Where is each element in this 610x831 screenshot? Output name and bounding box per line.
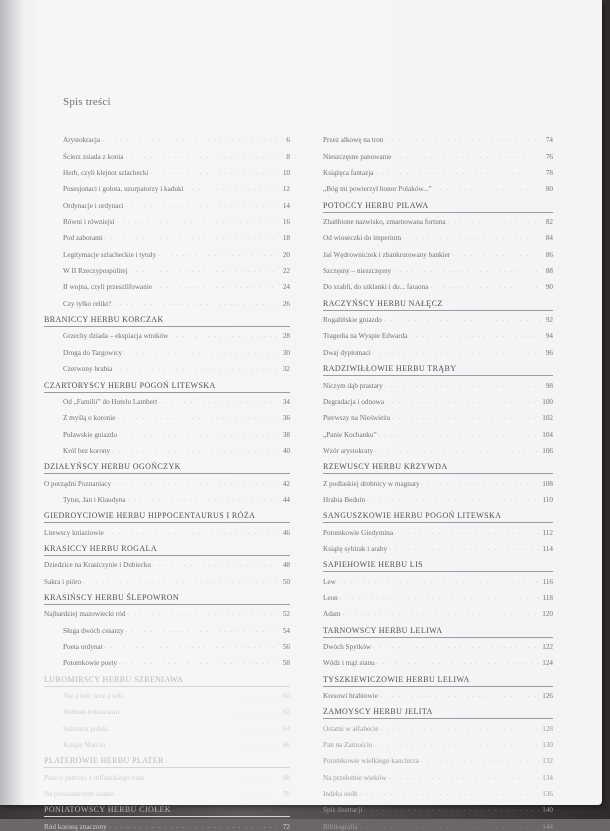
toc-entry[interactable] bbox=[323, 749, 553, 765]
toc-entry[interactable] bbox=[323, 340, 553, 356]
toc-page-number: 24 bbox=[282, 283, 290, 292]
dot-leader bbox=[422, 480, 540, 488]
toc-page-number: 10 bbox=[282, 169, 290, 178]
toc-entry-title: Nie z roli, lecz z soli bbox=[63, 692, 123, 701]
dot-leader bbox=[153, 561, 277, 569]
toc-page-number: 88 bbox=[545, 267, 553, 276]
toc-entry-title: Hrabia Beduin bbox=[323, 495, 366, 504]
toc-page-number: 6 bbox=[286, 136, 290, 145]
toc-page-number: 136 bbox=[542, 790, 553, 799]
toc-entry-title: Pod zaborami bbox=[63, 234, 103, 243]
dot-leader bbox=[421, 757, 540, 765]
toc-entry[interactable] bbox=[323, 161, 553, 177]
toc-entry-title: Potomkowie poety bbox=[63, 659, 118, 668]
dot-leader bbox=[128, 496, 277, 504]
toc-page-number: 144 bbox=[542, 822, 553, 831]
toc-entry-title: Lew bbox=[323, 577, 336, 586]
toc-page-number: 32 bbox=[282, 365, 290, 374]
toc-entry[interactable] bbox=[44, 128, 290, 144]
toc-section-heading: SANGUSZKOWIE HERBU POGOŃ LITEWSKA bbox=[323, 504, 553, 520]
toc-entry[interactable] bbox=[44, 733, 290, 749]
toc-page-number: 28 bbox=[282, 332, 290, 341]
toc-entry-title: Jaś Wędrowniczek i zbankrutowany bankier bbox=[323, 250, 451, 259]
toc-page-number: 140 bbox=[542, 806, 553, 815]
toc-entry-title: Arystokracja bbox=[63, 136, 101, 145]
dot-leader bbox=[385, 136, 540, 144]
toc-page-number: 102 bbox=[542, 414, 553, 423]
dot-leader bbox=[379, 431, 540, 439]
toc-page-number: 44 bbox=[282, 495, 290, 504]
toc-entry[interactable] bbox=[323, 226, 553, 242]
toc-entry[interactable] bbox=[44, 569, 290, 585]
toc-left-column bbox=[44, 128, 290, 831]
dot-leader bbox=[159, 398, 277, 406]
dot-leader bbox=[360, 790, 540, 798]
toc-entry-title: Od „Familii” do Hotelu Lambert bbox=[63, 397, 158, 406]
dot-leader bbox=[452, 251, 540, 259]
dot-leader bbox=[360, 823, 540, 831]
dot-leader bbox=[124, 692, 277, 700]
toc-section-heading: KRASIŃSCY HERBU ŚLEPOWRON bbox=[44, 586, 290, 602]
toc-page-number: 26 bbox=[282, 299, 290, 308]
dot-leader bbox=[119, 431, 277, 439]
toc-entry-title: Nieszczęsne panowanie bbox=[323, 152, 392, 161]
toc-page-number: 112 bbox=[542, 528, 553, 537]
toc-entry-title: Pierwszy na Nieświeżu bbox=[323, 414, 391, 423]
dot-leader bbox=[343, 610, 540, 618]
dot-leader bbox=[121, 708, 277, 716]
toc-entry[interactable] bbox=[44, 700, 290, 716]
toc-entry-title: Ścierz zsiada z konia bbox=[63, 152, 124, 161]
toc-entry[interactable] bbox=[323, 586, 553, 602]
toc-entry[interactable] bbox=[44, 210, 290, 226]
dot-leader bbox=[124, 349, 277, 357]
toc-entry-title: Ród koroną znaczony bbox=[44, 822, 107, 831]
toc-entry-title: Rogalińskie gniazdo bbox=[323, 316, 382, 325]
toc-entry-title: Niczym dąb prastary bbox=[323, 381, 383, 390]
toc-page-number: 92 bbox=[545, 316, 553, 325]
toc-page-number: 66 bbox=[282, 741, 290, 750]
dot-leader bbox=[113, 480, 277, 488]
dot-leader bbox=[375, 169, 540, 177]
toc-entry-title: Sługa dwóch cesarzy bbox=[63, 626, 124, 635]
dot-leader bbox=[150, 169, 277, 177]
toc-entry[interactable] bbox=[44, 177, 290, 193]
dot-leader bbox=[389, 545, 540, 553]
dot-leader bbox=[403, 234, 540, 242]
toc-entry-title: O porządni Poznaniacy bbox=[44, 479, 112, 488]
toc-page-number: 58 bbox=[282, 659, 290, 668]
dot-leader bbox=[118, 414, 278, 422]
toc-section-heading: ZAMOYSCY HERBU JELITA bbox=[323, 700, 553, 716]
toc-page-number: 94 bbox=[545, 332, 553, 341]
toc-entry-title: Zhańbione nazwisko, zmarnowana fortuna bbox=[323, 218, 446, 227]
dot-leader bbox=[386, 398, 540, 406]
toc-entry-title: Tytus, Jan i Klaudyna bbox=[63, 495, 126, 504]
toc-entry-title: Spis ilustracji bbox=[323, 806, 363, 815]
toc-entry-title: Książę sybirak i araby bbox=[323, 544, 388, 553]
toc-section-heading: CZARTORYSCY HERBU POGOŃ LITEWSKA bbox=[44, 373, 290, 389]
dot-leader bbox=[373, 643, 540, 651]
toc-section-heading: TARNOWSCY HERBU LELIWA bbox=[323, 618, 553, 634]
toc-page-number: 82 bbox=[545, 218, 553, 227]
toc-entry[interactable] bbox=[44, 488, 290, 504]
toc-page-number: 36 bbox=[282, 414, 290, 423]
dot-leader bbox=[102, 136, 277, 144]
toc-page-number: 108 bbox=[542, 479, 553, 488]
toc-page-number: 110 bbox=[542, 495, 553, 504]
dot-leader bbox=[116, 790, 277, 798]
toc-page-number: 74 bbox=[545, 136, 553, 145]
toc-entry[interactable] bbox=[323, 782, 553, 798]
toc-page-number: 100 bbox=[542, 397, 553, 406]
toc-entry-title: Droga do Targowicy bbox=[63, 348, 123, 357]
toc-entry-title: „Bóg mi powierzył honor Polaków...” bbox=[323, 185, 432, 194]
dot-leader bbox=[130, 267, 277, 275]
dot-leader bbox=[83, 578, 277, 586]
toc-page-number: 56 bbox=[282, 643, 290, 651]
dot-leader bbox=[154, 283, 277, 291]
dot-leader bbox=[375, 447, 540, 455]
toc-entry-title: Przez alkowę na tron bbox=[323, 136, 384, 145]
toc-entry[interactable] bbox=[44, 716, 290, 732]
toc-page-number: 40 bbox=[282, 446, 290, 455]
toc-page-number: 132 bbox=[542, 757, 553, 766]
toc-entry[interactable] bbox=[44, 422, 290, 438]
toc-entry-title: Dziedzice na Krasiczynie i Dubiecku bbox=[44, 561, 151, 570]
toc-entry-title: Polscy patrioci z inflanckiego rodu bbox=[44, 773, 145, 782]
toc-page-number: 14 bbox=[282, 201, 290, 210]
toc-entry[interactable] bbox=[323, 422, 553, 438]
toc-entry-title: Grzechy dziada – ekspiacja wnuków bbox=[63, 332, 169, 341]
page-title: Spis treści bbox=[63, 96, 111, 108]
toc-entry-title: Czy tylko relikt? bbox=[63, 299, 112, 308]
toc-entry-title: Posesjonaci i gołota, uzurpatorzy i kaduki bbox=[63, 185, 184, 194]
toc-entry-title: Leon bbox=[323, 593, 338, 602]
toc-section-heading: TYSZKIEWICZOWIE HERBU LELIWA bbox=[323, 667, 553, 683]
toc-entry-title: Król bez korony bbox=[63, 446, 111, 455]
dot-leader bbox=[147, 774, 277, 782]
toc-page-number: 22 bbox=[282, 267, 290, 276]
toc-entry-title: Indeks osób bbox=[323, 790, 358, 799]
toc-entry-title: Dwóch Spytków bbox=[323, 643, 372, 651]
toc-entry[interactable] bbox=[44, 226, 290, 242]
toc-entry[interactable] bbox=[44, 651, 290, 667]
toc-page-number: 114 bbox=[542, 544, 553, 553]
toc-right-column bbox=[323, 128, 553, 831]
toc-entry-title: Pan na Zamościu bbox=[323, 741, 373, 750]
toc-entry[interactable] bbox=[323, 798, 553, 814]
toc-entry-title: Kresowi hrabiowie bbox=[323, 692, 378, 701]
toc-page-number: 78 bbox=[545, 169, 553, 178]
toc-entry[interactable] bbox=[323, 765, 553, 781]
toc-entry-title: Czerwony hrabia bbox=[63, 365, 113, 374]
toc-page-number: 48 bbox=[282, 561, 290, 570]
toc-page-number: 18 bbox=[282, 234, 290, 243]
dot-leader bbox=[107, 741, 277, 749]
dot-leader bbox=[114, 365, 277, 373]
toc-entry[interactable] bbox=[44, 275, 290, 291]
dot-leader bbox=[373, 349, 540, 357]
dot-leader bbox=[110, 725, 277, 733]
toc-entry-title: Na przełomie wieków bbox=[323, 773, 387, 782]
toc-entry-title: W II Rzeczypospolitej bbox=[63, 267, 128, 276]
toc-section-heading: POTOCCY HERBU PILAWA bbox=[323, 193, 553, 209]
toc-entry[interactable] bbox=[44, 242, 290, 258]
toc-entry-title: Książę Marcin bbox=[63, 741, 106, 750]
toc-entry-title: Szczęsny – nieszczęsny bbox=[323, 267, 392, 276]
dot-leader bbox=[448, 218, 540, 226]
toc-entry[interactable] bbox=[44, 635, 290, 651]
toc-section-heading: GIEDROYCIOWIE HERBU HIPPOCENTAURUS I RÓŻA bbox=[44, 504, 290, 520]
toc-section-heading: BRANICCY HERBU KORCZAK bbox=[44, 308, 290, 324]
toc-entry-title: Adam bbox=[323, 610, 341, 619]
toc-entry-title: Sakra i pióro bbox=[44, 577, 82, 586]
dot-leader bbox=[385, 382, 540, 390]
toc-entry-title: Potomkowie Giedymina bbox=[323, 528, 394, 537]
toc-page-number: 118 bbox=[542, 593, 553, 602]
toc-page-number: 34 bbox=[282, 397, 290, 406]
toc-section-heading: KRASICCY HERBU ROGALA bbox=[44, 537, 290, 553]
toc-page-number: 64 bbox=[282, 724, 290, 733]
toc-page-number: 54 bbox=[282, 626, 290, 635]
dot-leader bbox=[434, 185, 540, 193]
toc-page-number: 96 bbox=[545, 348, 553, 357]
toc-entry[interactable] bbox=[44, 259, 290, 275]
toc-page-number: 98 bbox=[545, 381, 553, 390]
toc-entry[interactable] bbox=[323, 128, 553, 144]
dot-leader bbox=[338, 578, 540, 586]
page-gutter-shadow bbox=[0, 0, 24, 805]
toc-entry-title: Dwaj dyplomaci bbox=[323, 348, 371, 357]
dot-leader bbox=[105, 234, 277, 242]
toc-page-number: 130 bbox=[542, 741, 553, 750]
toc-entry[interactable] bbox=[44, 782, 290, 798]
dot-leader bbox=[430, 283, 540, 291]
toc-entry-title: Ordynacje i ordynaci bbox=[63, 201, 124, 210]
toc-section-heading: PONIATOWSCY HERBU CIOŁEK bbox=[44, 798, 290, 814]
toc-entry-title: Hetman rokoszanin bbox=[63, 708, 120, 717]
toc-page-number: 86 bbox=[545, 250, 553, 259]
dot-leader bbox=[392, 414, 540, 422]
toc-entry-title: II wojna, czyli przeszlifowanie bbox=[63, 283, 153, 292]
dot-leader bbox=[377, 659, 540, 667]
toc-page-number: 116 bbox=[542, 577, 553, 586]
toc-entry[interactable] bbox=[323, 602, 553, 618]
toc-entry[interactable] bbox=[323, 439, 553, 455]
toc-page-number: 106 bbox=[542, 446, 553, 455]
toc-page-number: 72 bbox=[282, 822, 290, 831]
toc-entry[interactable] bbox=[323, 324, 553, 340]
dot-leader bbox=[393, 153, 540, 161]
toc-page-number: 90 bbox=[545, 283, 553, 292]
toc-entry-title: Na powstańczym szlaku bbox=[44, 790, 114, 799]
toc-page-number: 134 bbox=[542, 773, 553, 782]
dot-leader bbox=[119, 659, 277, 667]
toc-page-number: 76 bbox=[545, 152, 553, 161]
toc-page-number: 20 bbox=[282, 250, 290, 259]
dot-leader bbox=[105, 643, 277, 651]
dot-leader bbox=[112, 447, 277, 455]
toc-entry-title: Ostatni w alfabecie bbox=[323, 724, 379, 733]
toc-page-number: 122 bbox=[542, 643, 553, 651]
toc-entry-title: Z myślą o koronie bbox=[63, 414, 116, 423]
toc-entry-title: Tragedia na Wyspie Edwarda bbox=[323, 332, 408, 341]
toc-page-number: 50 bbox=[282, 577, 290, 586]
toc-entry[interactable] bbox=[44, 618, 290, 634]
toc-section-heading: PLATEROWIE HERBU PLATER bbox=[44, 749, 290, 765]
toc-entry[interactable] bbox=[44, 144, 290, 160]
toc-entry[interactable] bbox=[323, 406, 553, 422]
toc-entry-title: Równi i równiejsi bbox=[63, 218, 115, 227]
dot-leader bbox=[367, 496, 540, 504]
toc-page-number: 30 bbox=[282, 348, 290, 357]
dot-leader bbox=[126, 202, 277, 210]
toc-entry-title: Degradacja i odnowa bbox=[323, 397, 385, 406]
toc-page-number: 46 bbox=[282, 528, 290, 537]
dot-leader bbox=[409, 332, 540, 340]
toc-page-number: 38 bbox=[282, 430, 290, 439]
dot-leader bbox=[340, 594, 540, 602]
toc-entry-title: Z podlaskiej drobnicy w magnaty bbox=[323, 479, 420, 488]
toc-entry-title: Poeta ordynat bbox=[63, 643, 103, 651]
toc-section-heading: LUBOMIRSCY HERBU SZRENIAWA bbox=[44, 667, 290, 683]
toc-section-heading: DZIAŁYŃSCY HERBU OGOŃCZYK bbox=[44, 455, 290, 471]
toc-entry-title: Książęca fantazja bbox=[323, 169, 374, 178]
toc-entry-title: Bibliografia bbox=[323, 822, 358, 831]
dot-leader bbox=[375, 741, 540, 749]
dot-leader bbox=[126, 627, 277, 635]
toc-entry-title: Potomkowie wielkiego kanclerza bbox=[323, 757, 419, 766]
dot-leader bbox=[170, 332, 277, 340]
dot-leader bbox=[113, 300, 277, 308]
dot-leader bbox=[393, 267, 540, 275]
toc-entry[interactable] bbox=[323, 488, 553, 504]
dot-leader bbox=[106, 529, 277, 537]
dot-leader bbox=[127, 610, 277, 618]
toc-section-heading: RADZIWIŁŁOWIE HERBU TRĄBY bbox=[323, 357, 553, 373]
toc-page-number: 62 bbox=[282, 708, 290, 717]
toc-page-number: 68 bbox=[282, 773, 290, 782]
toc-page-number: 128 bbox=[542, 724, 553, 733]
toc-entry-title: Najbardziej mazowiecki ród bbox=[44, 610, 126, 619]
toc-section-heading: SAPIEHOWIE HERBU LIS bbox=[323, 553, 553, 569]
toc-entry-title: Wzór arystokraty bbox=[323, 446, 374, 455]
toc-page-number: 84 bbox=[545, 234, 553, 243]
toc-page-number: 60 bbox=[282, 692, 290, 701]
toc-page-number: 120 bbox=[542, 610, 553, 619]
toc-section-heading: RACZYŃSCY HERBU NAŁĘCZ bbox=[323, 291, 553, 307]
toc-entry[interactable] bbox=[323, 259, 553, 275]
toc-entry-title: Litewscy kniaziowie bbox=[44, 528, 104, 537]
toc-page-number: 42 bbox=[282, 479, 290, 488]
toc-entry[interactable] bbox=[323, 275, 553, 291]
toc-section-heading: RZEWUSCY HERBU KRZYWDA bbox=[323, 455, 553, 471]
dot-leader bbox=[388, 774, 540, 782]
toc-entry[interactable] bbox=[44, 406, 290, 422]
toc-entry[interactable] bbox=[323, 177, 553, 193]
toc-page-number: 104 bbox=[542, 430, 553, 439]
toc-entry-title: Salomon polski bbox=[63, 724, 108, 733]
toc-page-number: 16 bbox=[282, 218, 290, 227]
toc-entry-title: Do szabli, do szklanki i do... faraona bbox=[323, 283, 429, 292]
dot-leader bbox=[364, 806, 540, 814]
toc-entry[interactable] bbox=[323, 242, 553, 258]
dot-leader bbox=[384, 316, 540, 324]
dot-leader bbox=[125, 153, 277, 161]
toc-page-number: 8 bbox=[286, 152, 290, 161]
dot-leader bbox=[380, 725, 540, 733]
toc-entry-title: Puławskie gniazdo bbox=[63, 430, 118, 439]
toc-entry[interactable] bbox=[44, 357, 290, 373]
toc-entry[interactable] bbox=[44, 193, 290, 209]
toc-entry-title: Herb, czyli klejnot szlachecki bbox=[63, 169, 149, 178]
toc-page-number: 52 bbox=[282, 610, 290, 619]
toc-entry[interactable] bbox=[44, 291, 290, 307]
toc-entry[interactable] bbox=[323, 733, 553, 749]
toc-entry[interactable] bbox=[323, 651, 553, 667]
toc-entry[interactable] bbox=[323, 814, 553, 830]
toc-entry[interactable] bbox=[44, 161, 290, 177]
toc-entry-title: Legitymacje szlacheckie i tytuły bbox=[63, 250, 157, 259]
toc-page-number: 70 bbox=[282, 790, 290, 799]
dot-leader bbox=[395, 529, 540, 537]
toc-page-number: 124 bbox=[542, 659, 553, 668]
toc-page-number: 80 bbox=[545, 185, 553, 194]
toc-entry[interactable] bbox=[323, 390, 553, 406]
toc-entry-title: Wódz i mąż stanu bbox=[323, 659, 375, 668]
toc-entry[interactable] bbox=[44, 340, 290, 356]
toc-entry-title: Od wioseczki do imperium bbox=[323, 234, 402, 243]
dot-leader bbox=[158, 251, 277, 259]
dot-leader bbox=[117, 218, 277, 226]
toc-entry[interactable] bbox=[323, 144, 553, 160]
toc-page-number: 126 bbox=[542, 692, 553, 701]
toc-entry-title: „Panie Kochanku” bbox=[323, 430, 377, 439]
toc-page-number: 12 bbox=[282, 185, 290, 194]
dot-leader bbox=[380, 692, 540, 700]
toc-entry[interactable] bbox=[323, 537, 553, 553]
dot-leader bbox=[109, 823, 277, 831]
dot-leader bbox=[186, 185, 277, 193]
toc-entry[interactable] bbox=[44, 439, 290, 455]
